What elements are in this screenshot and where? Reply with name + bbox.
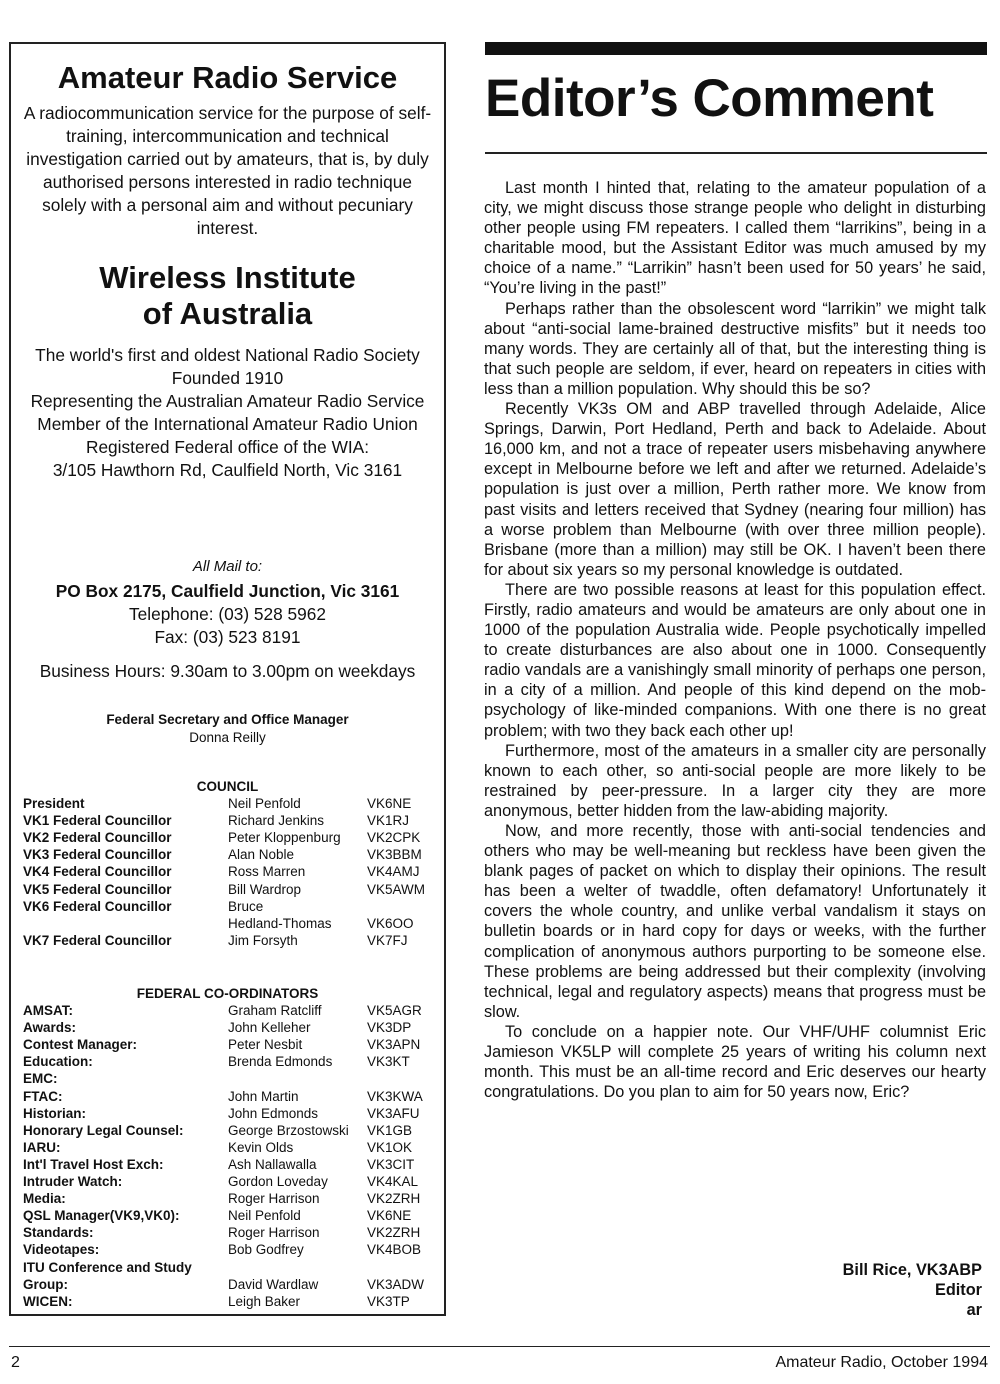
wia-title-line1: Wireless Institute — [99, 260, 356, 295]
row-callsign: VK3AFU — [367, 1105, 420, 1121]
row-role: Awards: — [23, 1020, 77, 1036]
table-row — [23, 1019, 438, 1036]
row-name: Brenda Edmonds — [228, 1054, 333, 1070]
row-callsign: VK6NE — [367, 1208, 412, 1224]
editorial-paragraph: Recently VK3s OM and ABP travelled through Adelaide, Alice Springs, Darwin, Port Hedland, Perth and back to Adelaide. About 16,000 km, and not a trace of repeater users misbehaving anywhere except in Melbourne before we left and after we returned. Adelaide’s population is just over a million, Perth rather more. We know from past visits and letters received that Sydney (nearing four million) has a worse problem than Melbourne (with over three million people). Brisbane (more than a million) may still be OK. I haven’t been there for about six years so my personal knowledge is outdated. — [484, 400, 986, 579]
row-callsign: VK2CPK — [367, 830, 421, 846]
wia-title — [11, 260, 444, 332]
row-role: Intruder Watch: — [23, 1174, 123, 1189]
row-role: VK2 Federal Councillor — [23, 830, 172, 846]
table-row — [23, 881, 438, 898]
row-name: Bob Godfrey — [228, 1242, 304, 1258]
row-role: Int'l Travel Host Exch: — [23, 1156, 164, 1172]
row-name: Kevin Olds — [228, 1139, 294, 1155]
row-name: John Edmonds — [228, 1105, 319, 1121]
row-name: Graham Ratcliff — [228, 1003, 322, 1018]
ars-title: Amateur Radio Service — [57, 60, 398, 95]
editor-title: Editor’s Comment — [485, 69, 934, 128]
table-row — [23, 1207, 438, 1224]
table-row — [23, 1276, 438, 1293]
row-role: QSL Manager(VK9,VK0): — [23, 1208, 180, 1224]
row-callsign: VK5AWM — [367, 881, 426, 897]
telephone: Telephone: (03) 528 5962 — [129, 604, 326, 624]
table-row — [23, 795, 438, 812]
wia-info-line: Representing the Australian Amateur Radio Service — [30, 391, 425, 411]
ars-description: A radiocommunication service for the purpose of self-training, intercommunication and technical investigation carried out by amateurs, that is, by duly authorised persons interested in radio technique solely with a personal aim and without pecuniary interest. — [23, 103, 432, 238]
row-callsign: VK1RJ — [367, 813, 410, 829]
table-row — [23, 846, 438, 863]
row-role: WICEN: — [23, 1293, 73, 1309]
row-role: AMSAT: — [23, 1003, 73, 1018]
table-row — [23, 1224, 438, 1241]
row-role: Historian: — [23, 1105, 87, 1121]
row-name: Richard Jenkins — [228, 813, 325, 829]
row-name: Roger Harrison — [228, 1225, 320, 1241]
wia-info-line: The world's first and oldest National Radio Society Founded 1910 — [35, 345, 420, 388]
editorial-body — [484, 178, 986, 1102]
table-row — [23, 1241, 438, 1258]
fax: Fax: (03) 523 8191 — [154, 627, 301, 647]
wia-info-box — [9, 42, 446, 1316]
row-name: Hedland-Thomas — [228, 915, 332, 931]
row-name: David Wardlaw — [228, 1276, 319, 1292]
row-role: VK4 Federal Councillor — [23, 864, 172, 880]
row-name: John Martin — [228, 1088, 299, 1104]
table-row — [23, 1139, 438, 1156]
table-row — [23, 1259, 438, 1276]
editorial-paragraph: Perhaps rather than the obsolescent word “larrikin” we might talk about “anti-social lame-brained destructive misfits” but it needs too many words. They are certainly all of that, but the interesting thing is that such people are seldom, if ever, heard on repeaters in cities with less than a million population. Why should this be so? — [484, 299, 986, 398]
table-row — [23, 812, 438, 829]
row-role: Videotapes: — [23, 1242, 100, 1258]
row-name: Peter Nesbit — [228, 1037, 303, 1053]
row-name: Peter Kloppenburg — [228, 830, 341, 846]
row-name: Neil Penfold — [228, 796, 301, 811]
row-name: Jim Forsyth — [228, 932, 298, 948]
row-callsign: VK2ZRH — [367, 1191, 421, 1207]
row-role: EMC: — [23, 1071, 58, 1087]
mail-po-box: PO Box 2175, Caulfield Junction, Vic 3161 — [55, 581, 400, 601]
footer-rule — [9, 1346, 990, 1347]
signoff-role: Editor — [934, 1281, 982, 1300]
editorial-paragraph: Now, and more recently, those with anti-social tendencies and others who may be well-meaning but reckless have been given the blank pages of packet on which to display their opinions. The result has been a welter of twaddle, often defamatory! Unfortunately it covers the whole country, and unlike verbal vandalism it stays on bulletin boards or in hard copy for days or weeks, with the further complication of anonymous authors purporting to be someone else. These problems are being addressed but their complexity (involving technical, legal and regulatory aspects) means that progress must be slow. — [484, 822, 986, 1021]
row-callsign: VK7FJ — [367, 932, 408, 948]
row-role: VK7 Federal Councillor — [23, 932, 172, 948]
table-row — [23, 1105, 438, 1122]
table-row — [23, 1190, 438, 1207]
row-role: VK6 Federal Councillor — [23, 898, 172, 914]
row-role: Honorary Legal Counsel: — [23, 1122, 184, 1138]
editor-signoff — [843, 1260, 982, 1320]
editor-title-rule — [485, 152, 987, 154]
row-role: VK5 Federal Councillor — [23, 881, 172, 897]
editorial-paragraph: To conclude on a happier note. Our VHF/UHF columnist Eric Jamieson VK5LP will complete 25 years of writing his column next month. This must be an all-time record and Eric deserves our hearty congratulations. Do you plan to aim for 50 years now, Eric? — [484, 1022, 986, 1102]
table-row — [23, 1036, 438, 1053]
row-role: Education: — [23, 1054, 93, 1070]
row-callsign: VK3DP — [367, 1020, 412, 1036]
row-callsign: VK3KWA — [367, 1088, 423, 1104]
row-name: Leigh Baker — [228, 1293, 301, 1309]
editor-title-bar — [485, 42, 987, 55]
table-row — [23, 1002, 438, 1019]
table-row — [23, 829, 438, 846]
editorial-paragraph: Last month I hinted that, relating to the amateur population of a city, we might discuss those strange people who delight in disturbing other people using FM repeaters. I called them “larrikins”, being in a charitable mood, but the Assistant Editor was much amused by my choice of a name.” “Larrikin” hasn’t been used for 50 years’ he said, “You’re living in the past!” — [484, 179, 986, 298]
row-role: VK1 Federal Councillor — [23, 813, 172, 829]
row-role: Standards: — [23, 1225, 94, 1241]
row-role: ITU Conference and Study — [23, 1259, 192, 1275]
row-name: Roger Harrison — [228, 1191, 320, 1207]
wia-info-line: Registered Federal office of the WIA: — [85, 437, 370, 457]
row-callsign: VK4BOB — [367, 1242, 422, 1258]
wia-info — [17, 344, 438, 482]
row-callsign: VK3ADW — [367, 1276, 425, 1292]
row-name: Bill Wardrop — [228, 881, 302, 897]
editorial-paragraph: There are two possible reasons at least for this population effect. Firstly, radio amateurs and would be amateurs are only about one in 1000 of the population Australia wide. People psychotically impelled to create disturbances are also about one in 1000. Consequently radio vandals are a vanishingly small minority of perhaps one person, in a city of a million. And people of this kind depend on the mob-psychology of like-minded companions. With one there is no great problem; with two they back each other up! — [484, 580, 986, 740]
row-name: Gordon Loveday — [228, 1174, 328, 1189]
row-callsign: VK6NE — [367, 796, 412, 811]
table-row — [23, 1053, 438, 1070]
row-role: IARU: — [23, 1139, 61, 1155]
table-row — [23, 932, 438, 949]
mail-block — [11, 580, 444, 649]
row-role: Group: — [23, 1276, 68, 1292]
row-callsign: VK5AGR — [367, 1003, 422, 1018]
table-row — [23, 1088, 438, 1105]
row-role: President — [23, 796, 85, 811]
page-number: 2 — [11, 1354, 20, 1371]
row-name: Ash Nallawalla — [228, 1156, 317, 1172]
business-hours: Business Hours: 9.30am to 3.00pm on weekdays — [39, 661, 416, 681]
table-row — [23, 1070, 438, 1087]
row-callsign: VK1GB — [367, 1122, 413, 1138]
table-row — [23, 915, 438, 932]
row-name: John Kelleher — [228, 1020, 311, 1036]
signoff-mark: ar — [966, 1301, 982, 1320]
table-row — [23, 1173, 438, 1190]
wia-info-line: Member of the International Amateur Radio Union — [37, 414, 418, 434]
row-callsign: VK3TP — [367, 1293, 410, 1309]
row-name: Neil Penfold — [228, 1208, 301, 1224]
table-row — [23, 1122, 438, 1139]
secretary-name: Donna Reilly — [189, 730, 266, 745]
row-name: George Brzostowski — [228, 1122, 349, 1138]
row-role: FTAC: — [23, 1088, 63, 1104]
row-role: Contest Manager: — [23, 1037, 138, 1053]
row-callsign: VK4AMJ — [367, 864, 420, 880]
table-row — [23, 1293, 438, 1310]
row-name: Ross Marren — [228, 864, 306, 880]
wia-title-line2: of Australia — [142, 296, 313, 331]
row-role: Media: — [23, 1191, 66, 1207]
table-row — [23, 898, 438, 915]
coordinators-heading: FEDERAL CO-ORDINATORS — [136, 986, 319, 1001]
row-callsign: VK3KT — [367, 1054, 410, 1070]
row-role: VK3 Federal Councillor — [23, 847, 172, 863]
row-callsign: VK4KAL — [367, 1174, 419, 1189]
secretary-title: Federal Secretary and Office Manager — [106, 712, 349, 727]
row-callsign: VK3BBM — [367, 847, 422, 863]
row-name: Bruce — [228, 898, 264, 914]
table-row — [23, 1156, 438, 1173]
signoff-name: Bill Rice, VK3ABP — [842, 1261, 982, 1279]
row-callsign: VK3APN — [367, 1037, 421, 1053]
row-callsign: VK6OO — [367, 915, 414, 931]
table-row — [23, 863, 438, 880]
council-heading: COUNCIL — [196, 779, 259, 794]
editorial-paragraph: Furthermore, most of the amateurs in a smaller city are personally known to each other, so anti-social people are more likely to be restrained by peer-pressure. In a larger city they are more anonymous, better hidden from the law-abiding majority. — [484, 741, 986, 820]
wia-info-line: 3/105 Hawthorn Rd, Caulfield North, Vic 3161 — [52, 460, 403, 480]
row-callsign: VK3CIT — [367, 1156, 415, 1172]
row-callsign: VK1OK — [367, 1139, 413, 1155]
publication-line: Amateur Radio, October 1994 — [775, 1354, 988, 1371]
row-name: Alan Noble — [228, 847, 295, 863]
mail-label: All Mail to: — [192, 558, 263, 575]
row-callsign: VK2ZRH — [367, 1225, 421, 1241]
